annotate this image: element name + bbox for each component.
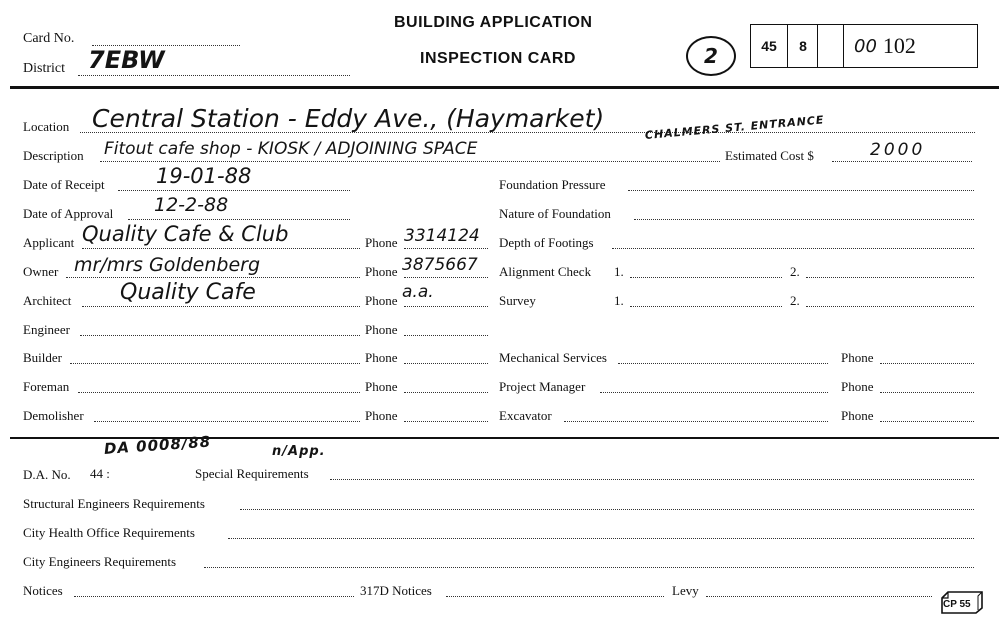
district-line	[78, 75, 350, 76]
builder-phone-line	[404, 363, 488, 364]
survey-line1	[630, 306, 782, 307]
notices-317d-label: 317D Notices	[360, 583, 432, 598]
alignment-check-label: Alignment Check	[499, 264, 592, 279]
project-manager-label: Project Manager	[499, 379, 586, 394]
card-number-cell-2: 8	[787, 25, 818, 67]
excavator-phone-line	[880, 421, 974, 422]
survey-n1: 1.	[614, 293, 624, 308]
date-approval-line	[128, 219, 350, 220]
card-number-hand: 00	[854, 35, 877, 57]
owner-phone-line	[404, 277, 488, 278]
location-note: CHALMERS ST. ENTRANCE	[644, 113, 825, 142]
demolisher-phone-line	[404, 421, 488, 422]
applicant-line	[82, 248, 360, 249]
notices-317d-line	[446, 596, 664, 597]
foreman-line	[78, 392, 360, 393]
special-requirements-line	[330, 479, 974, 480]
builder-line	[70, 363, 360, 364]
health-requirements-label: City Health Office Requirements	[23, 525, 195, 540]
structural-requirements-label: Structural Engineers Requirements	[23, 496, 205, 511]
notices-line	[74, 596, 354, 597]
date-approval-value: 12-2-88	[154, 194, 229, 216]
cp-stamp	[938, 590, 984, 614]
description-label: Description	[23, 148, 84, 163]
foundation-pressure-label: Foundation Pressure	[499, 177, 606, 192]
mechanical-phone-label: Phone	[841, 350, 874, 365]
description-line	[100, 161, 720, 162]
notices-label: Notices	[23, 583, 63, 598]
da-handwritten-app: n/App.	[272, 444, 326, 459]
circled-number	[686, 36, 736, 76]
nature-foundation-line	[634, 219, 974, 220]
engineer-line	[80, 335, 360, 336]
date-receipt-value: 19-01-88	[156, 164, 252, 188]
district-value: 7EBW	[88, 46, 165, 74]
builder-phone-label: Phone	[365, 350, 398, 365]
location-label: Location	[23, 119, 70, 134]
applicant-phone-value: 3314124	[404, 226, 480, 246]
owner-value: mr/mrs Goldenberg	[74, 254, 261, 276]
city-engineers-label: City Engineers Requirements	[23, 554, 177, 569]
owner-line	[66, 277, 360, 278]
da-handwritten-number: DA 0008/88	[103, 432, 212, 458]
architect-phone-value: a.a.	[402, 282, 434, 302]
project-manager-line	[600, 392, 828, 393]
architect-label: Architect	[23, 293, 72, 308]
architect-value: Quality Cafe	[120, 280, 256, 305]
excavator-phone-label: Phone	[841, 408, 874, 423]
applicant-value: Quality Cafe & Club	[82, 222, 289, 246]
foreman-phone-line	[404, 392, 488, 393]
depth-footings-line	[612, 248, 974, 249]
date-receipt-label: Date of Receipt	[23, 177, 105, 192]
owner-phone-label: Phone	[365, 264, 398, 279]
applicant-label: Applicant	[23, 235, 75, 250]
form-title-line2: INSPECTION CARD	[420, 50, 576, 67]
header-divider	[10, 86, 999, 89]
card-number-cell-3	[817, 25, 844, 67]
excavator-line	[564, 421, 828, 422]
foundation-pressure-line	[628, 190, 974, 191]
alignment-check-line2	[806, 277, 974, 278]
special-requirements-label: Special Requirements	[195, 466, 309, 481]
mechanical-phone-line	[880, 363, 974, 364]
owner-label: Owner	[23, 264, 59, 279]
form-title-line1: BUILDING APPLICATION	[394, 14, 593, 31]
owner-phone-value: 3875667	[402, 255, 478, 275]
description-value: Fitout cafe shop - KIOSK / ADJOINING SPACE	[104, 139, 478, 159]
estimated-cost-label: Estimated Cost $	[725, 148, 814, 163]
foreman-label: Foreman	[23, 379, 70, 394]
date-receipt-line	[118, 190, 350, 191]
card-no-label: Card No.	[23, 31, 75, 46]
engineer-label: Engineer	[23, 322, 70, 337]
card-number-cell-1: 45	[761, 38, 777, 54]
alignment-check-n2: 2.	[790, 264, 800, 279]
demolisher-line	[94, 421, 360, 422]
builder-label: Builder	[23, 350, 62, 365]
excavator-label: Excavator	[499, 408, 552, 423]
mechanical-services-line	[618, 363, 828, 364]
engineer-phone-label: Phone	[365, 322, 398, 337]
project-manager-phone-line	[880, 392, 974, 393]
card-number-cell-4	[843, 25, 977, 67]
levy-label: Levy	[672, 583, 699, 598]
project-manager-phone-label: Phone	[841, 379, 874, 394]
engineer-phone-line	[404, 335, 488, 336]
applicant-phone-label: Phone	[365, 235, 398, 250]
location-value: Central Station - Eddy Ave., (Haymarket)	[92, 104, 605, 133]
card-number-box	[750, 24, 978, 68]
survey-n2: 2.	[790, 293, 800, 308]
survey-label: Survey	[499, 293, 536, 308]
date-approval-label: Date of Approval	[23, 206, 114, 221]
architect-phone-label: Phone	[365, 293, 398, 308]
survey-line2	[806, 306, 974, 307]
architect-phone-line	[404, 306, 488, 307]
city-engineers-line	[204, 567, 974, 568]
mechanical-services-label: Mechanical Services	[499, 350, 607, 365]
card-number-printed: 102	[882, 33, 916, 58]
structural-requirements-line	[240, 509, 974, 510]
alignment-check-line1	[630, 277, 782, 278]
health-requirements-line	[228, 538, 974, 539]
district-label: District	[23, 61, 65, 76]
da-prefix: 44 :	[90, 466, 110, 481]
foreman-phone-label: Phone	[365, 379, 398, 394]
circled-number-value: 2	[704, 44, 718, 68]
architect-line	[82, 306, 360, 307]
nature-foundation-label: Nature of Foundation	[499, 206, 611, 221]
estimated-cost-line	[832, 161, 972, 162]
depth-footings-label: Depth of Footings	[499, 235, 594, 250]
levy-line	[706, 596, 932, 597]
demolisher-label: Demolisher	[23, 408, 84, 423]
estimated-cost-value: 2000	[870, 140, 926, 160]
da-no-label: D.A. No.	[23, 467, 71, 482]
stamp-label: CP 55	[943, 599, 971, 610]
applicant-phone-line	[404, 248, 488, 249]
demolisher-phone-label: Phone	[365, 408, 398, 423]
alignment-check-n1: 1.	[614, 264, 624, 279]
